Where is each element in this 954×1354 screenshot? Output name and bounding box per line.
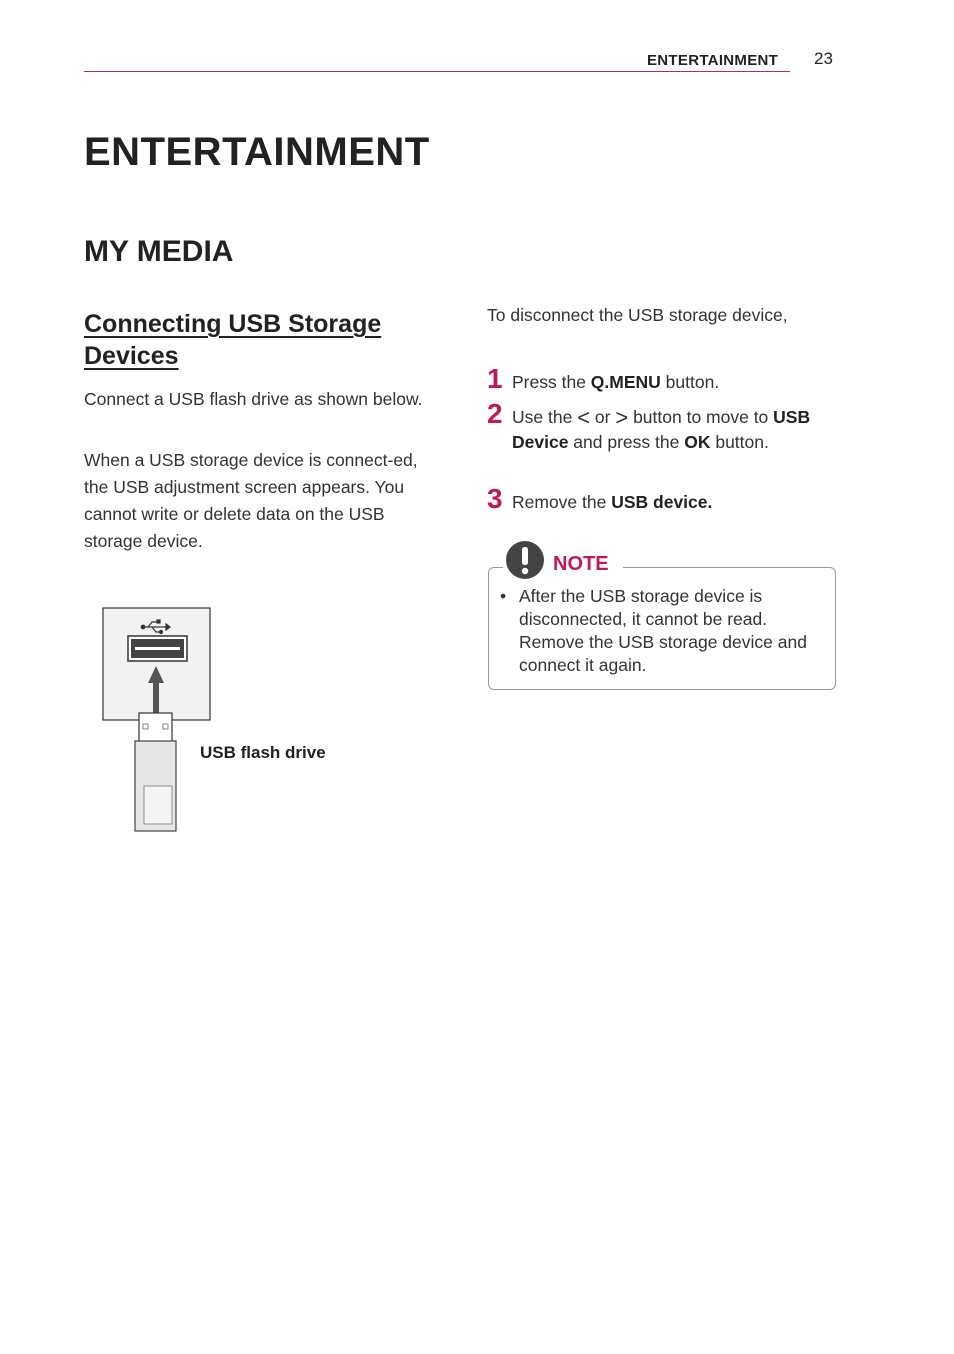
step-number: 2 xyxy=(487,398,503,429)
chevron-left-icon: < xyxy=(577,405,591,430)
subheading-text: Connecting USB Storage Devices xyxy=(84,310,382,370)
usb-drive-label-area xyxy=(144,786,172,824)
step-number: 3 xyxy=(487,483,503,514)
step-text-part: Press the xyxy=(512,372,591,392)
subheading xyxy=(84,308,424,372)
step-text xyxy=(512,490,832,515)
page-title: ENTERTAINMENT xyxy=(84,130,430,174)
step-text-part: Use the xyxy=(512,407,578,427)
section-title: MY MEDIA xyxy=(84,235,234,268)
step-text xyxy=(512,370,832,395)
info-paragraph: When a USB storage device is connect-ed, the USB adjustment screen appears. You cannot write or delete data on the USB storage device. xyxy=(84,450,418,551)
intro-paragraph: Connect a USB flash drive as shown below. xyxy=(84,389,423,409)
note-item: • After the USB storage device is disconnected, it cannot be read. Remove the USB storage device and connect it again. xyxy=(499,585,819,677)
header-rule xyxy=(84,71,790,72)
chevron-right-icon: > xyxy=(615,405,629,430)
step-text-part: or xyxy=(590,407,616,427)
step-text xyxy=(512,405,832,455)
usb-port-tongue xyxy=(135,647,180,650)
step-text-part: button to move to xyxy=(628,407,774,427)
exclamation-icon xyxy=(505,540,545,580)
usb-device-label: USB Device xyxy=(512,407,811,452)
usb-plug xyxy=(139,713,172,743)
note-list xyxy=(499,585,819,677)
step-text-part: Remove the xyxy=(512,492,612,512)
header-section-label: ENTERTAINMENT xyxy=(647,52,779,69)
note-title: NOTE xyxy=(553,553,609,575)
step-1 xyxy=(487,363,832,395)
page-number: 23 xyxy=(814,49,833,68)
usb-connection-diagram xyxy=(100,605,220,835)
disconnect-intro: To disconnect the USB storage device, xyxy=(487,305,788,325)
step-number: 1 xyxy=(487,363,503,394)
step-2 xyxy=(487,398,832,455)
step-3 xyxy=(487,483,832,515)
step-text-part: and press the xyxy=(568,432,685,452)
usb-device-bold: USB device. xyxy=(611,492,713,512)
ok-button-label: OK xyxy=(684,432,711,452)
step-text-part: button. xyxy=(710,432,769,452)
step-text-part: button. xyxy=(660,372,720,392)
qmenu-button-label: Q.MENU xyxy=(590,372,661,392)
usb-flash-drive-label: USB flash drive xyxy=(200,743,326,762)
